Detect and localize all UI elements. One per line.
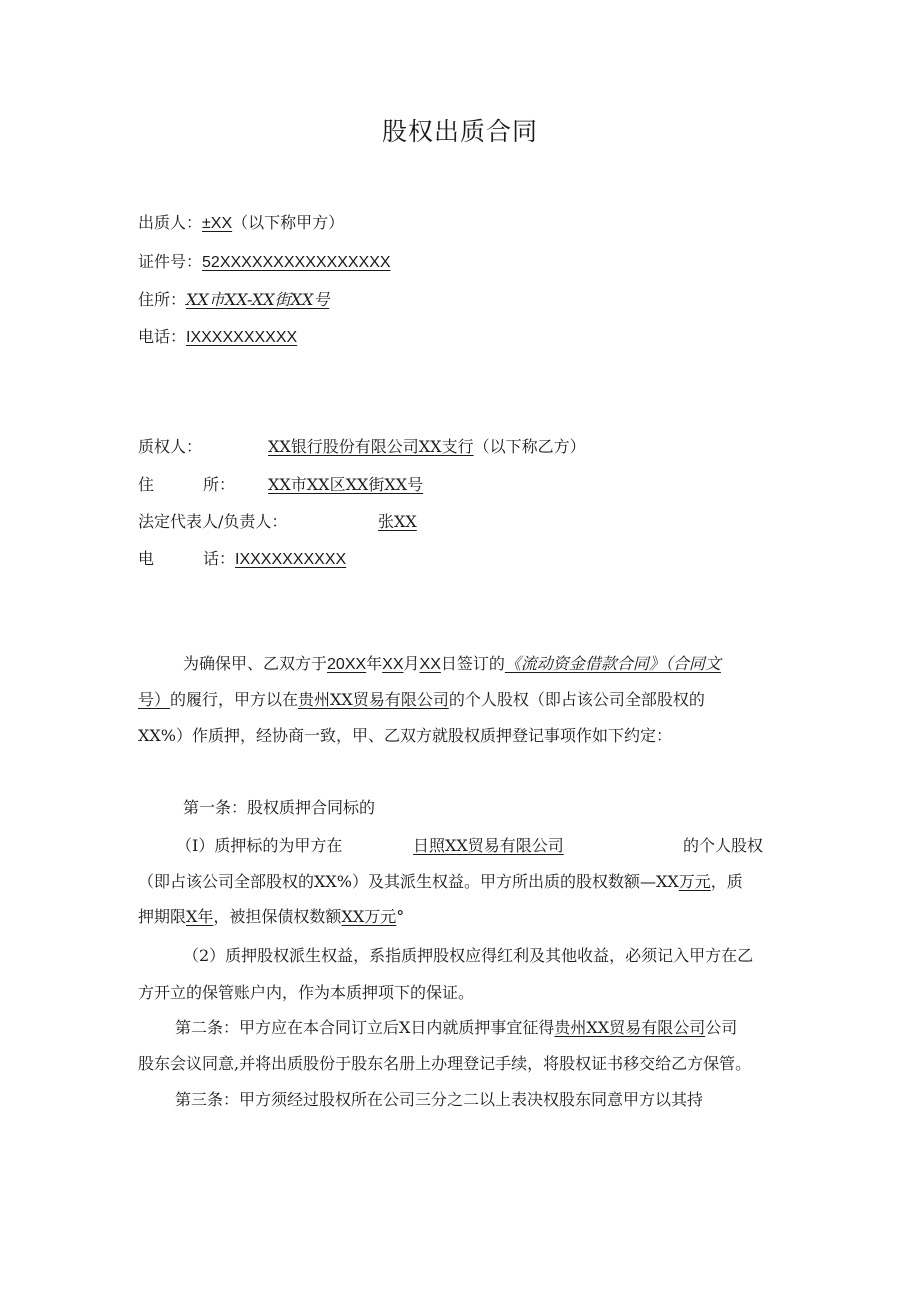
pledgor-address-value: XX市XX-XX街XX号	[186, 290, 330, 309]
article-1-item-1-a: （I）质押标的为甲方在	[176, 836, 343, 855]
article-1-term-label: 押期限	[138, 907, 187, 926]
intro-contract-number: 号）	[138, 690, 171, 709]
pledgee-phone-value: IXXXXXXXXXX	[235, 551, 347, 568]
pledgor-phone-label: 电话：	[138, 327, 187, 346]
pledgor-name-line	[138, 212, 344, 235]
pledgor-name-label: 出质人：	[138, 213, 203, 232]
intro-company: 贵州XX贸易有限公司	[298, 690, 449, 709]
article-1-item-1-company: 日照XX贸易有限公司	[413, 836, 564, 855]
pledgee-phone-line	[203, 548, 346, 571]
intro-contract-name: 《流动资金借款合同》（合同文	[504, 654, 721, 673]
intro-day: XX	[419, 656, 441, 673]
article-1-item-2: （2）质押股权派生权益，系指质押股权应得红利及其他收益，必须记入甲方在乙	[183, 946, 754, 965]
article-2-line-1	[175, 1017, 737, 1039]
article-2-line-2: 股东会议同意,并将出质股份于股东名册上办理登记手续，将股权证书移交给乙方保管。	[138, 1054, 752, 1073]
article-1-debt-value: XX万元	[341, 907, 397, 926]
article-2-text-a: 第二条：甲方应在本合同订立后X日内就质押事宜征得	[175, 1018, 555, 1037]
article-1-title: 第一条：股权质押合同标的	[183, 798, 376, 817]
article-1-amount-unit: 万元	[678, 872, 711, 891]
pledgee-name-line	[268, 436, 586, 458]
pledgee-name-suffix: （以下称乙方）	[473, 437, 586, 456]
article-2-text-c: 公司	[705, 1018, 738, 1037]
pledgor-id-value: 52XXXXXXXXXXXXXXXX	[202, 254, 391, 271]
pledgee-rep-value: 张XX	[378, 512, 417, 531]
pledgee-rep-label: 法定代表人/负责人：	[138, 512, 288, 531]
intro-text-5: 的履行，甲方以在	[170, 690, 299, 709]
pledgor-id-line	[138, 251, 391, 274]
pledgee-name-label: 质权人：	[138, 437, 203, 456]
intro-text-3: 月	[403, 654, 420, 673]
pledgor-phone-line	[138, 326, 297, 349]
pledgee-phone-label-2: 话：	[203, 549, 236, 568]
article-1-item-1-c: 的个人股权	[683, 836, 764, 855]
pledgor-id-label: 证件号：	[138, 252, 203, 271]
article-1-text-2a: （即占该公司全部股权的XX%）及其派生权益。甲方所出质的股权数额—XX	[138, 872, 679, 891]
article-1-line-2	[138, 871, 743, 893]
intro-line-1	[183, 653, 721, 676]
article-3-line-1: 第三条：甲方须经过股权所在公司三分之二以上表决权股东同意甲方以其持	[175, 1090, 704, 1109]
pledgee-address-label-2: 所：	[203, 475, 236, 494]
article-1-debt-label: ，被担保债权数额	[213, 907, 342, 926]
intro-text-6: 的个人股权（即占该公司全部股权的	[448, 690, 705, 709]
pledgor-name-value: ±XX	[202, 215, 233, 232]
article-1-line-3	[138, 906, 404, 928]
document-title: 股权出质合同	[381, 117, 538, 146]
intro-month: XX	[382, 656, 404, 673]
intro-line-3: XX%）作质押，经协商一致，甲、乙双方就股权质押登记事项作如下约定：	[138, 726, 672, 745]
intro-text-4: 日签订的	[440, 654, 505, 673]
intro-text-1: 为确保甲、乙双方于	[183, 654, 328, 673]
article-2-company: 贵州XX贸易有限公司	[554, 1018, 706, 1037]
pledgee-address-label-1: 住	[138, 475, 155, 494]
pledgee-name-value: XX银行股份有限公司XX支行	[268, 437, 474, 456]
article-1-text-2c: ，质	[710, 872, 743, 891]
pledgee-phone-label-1: 电	[138, 549, 155, 568]
pledgor-name-suffix: （以下称甲方）	[232, 213, 345, 232]
pledgor-address-label: 住所：	[138, 290, 187, 309]
article-1-term-value: X年	[186, 907, 214, 926]
pledgor-address-line	[138, 289, 329, 311]
pledgor-phone-value: IXXXXXXXXXX	[186, 329, 298, 346]
article-1-end-mark: °	[396, 907, 405, 926]
intro-text-2: 年	[366, 654, 383, 673]
pledgee-address-value: XX市XX区XX街XX号	[268, 475, 424, 494]
article-1-item-2-cont: 方开立的保管账户内，作为本质押项下的保证。	[138, 983, 475, 1002]
intro-line-2	[138, 689, 705, 711]
intro-year: 20XX	[327, 656, 367, 673]
